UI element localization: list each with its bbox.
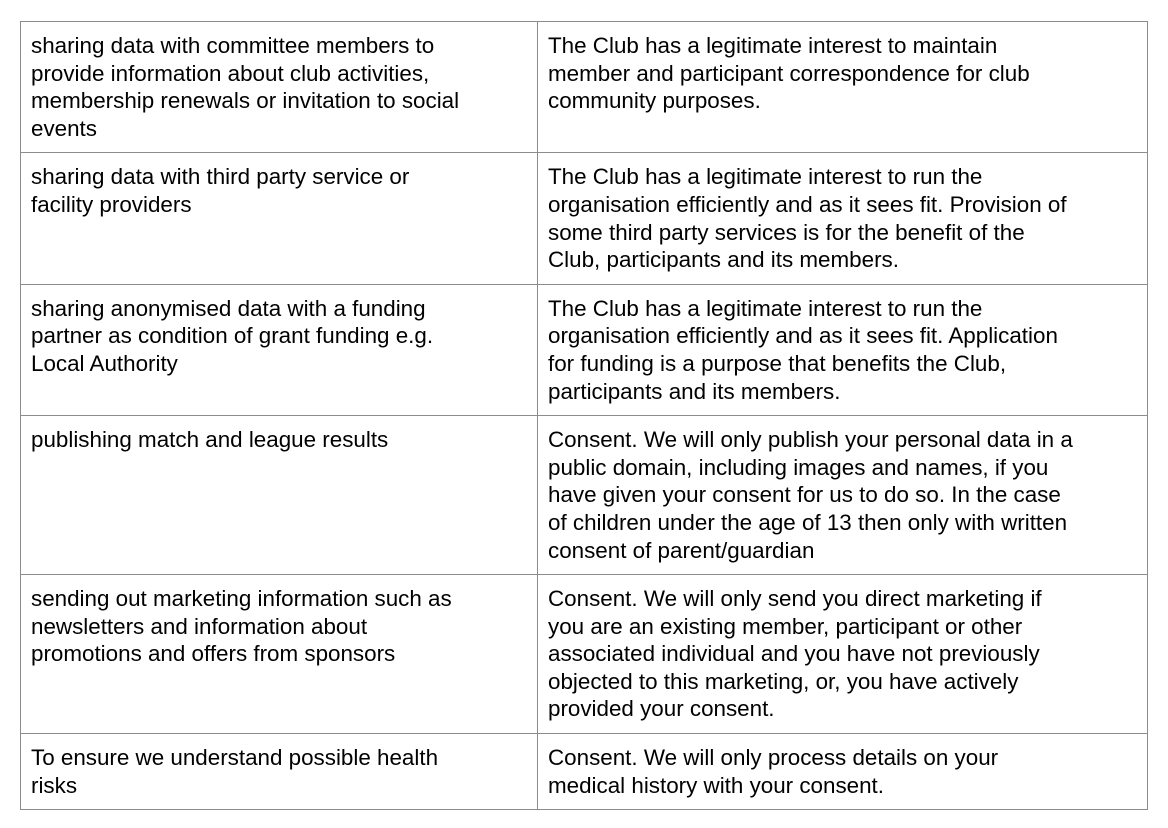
legal-basis-cell: Consent. We will only process details on your medical history with your consent. [538, 734, 1148, 810]
legal-basis-cell: Consent. We will only publish your personal data in a public domain, including images and names, if you have given your consent for us to do so. In the case of children under the age of 13 then only with written consent of parent/guardian [538, 416, 1148, 575]
purpose-cell: publishing match and league results [21, 416, 538, 575]
table-row [21, 575, 1148, 734]
legal-basis-cell: The Club has a legitimate interest to run the organisation efficiently and as it sees fit. Application for funding is a purpose that benefits the Club, participants and its members. [538, 284, 1148, 415]
legal-basis-cell: The Club has a legitimate interest to run the organisation efficiently and as it sees fit. Provision of some third party services is for the benefit of the Club, participants and its members. [538, 153, 1148, 284]
purpose-cell: sharing anonymised data with a funding partner as condition of grant funding e.g. Local Authority [21, 284, 538, 415]
table-row [21, 284, 1148, 415]
purpose-cell: sending out marketing information such as newsletters and information about promotions and offers from sponsors [21, 575, 538, 734]
purpose-cell: sharing data with committee members to provide information about club activities, membership renewals or invitation to social events [21, 22, 538, 153]
table-row [21, 22, 1148, 153]
data-processing-table [20, 21, 1148, 810]
table-row [21, 153, 1148, 284]
purpose-cell: sharing data with third party service or facility providers [21, 153, 538, 284]
legal-basis-cell: The Club has a legitimate interest to maintain member and participant correspondence for club community purposes. [538, 22, 1148, 153]
table-row [21, 416, 1148, 575]
legal-basis-cell: Consent. We will only send you direct marketing if you are an existing member, participant or other associated individual and you have not previously objected to this marketing, or, you have actively provided your consent. [538, 575, 1148, 734]
table-row [21, 734, 1148, 810]
purpose-cell: To ensure we understand possible health risks [21, 734, 538, 810]
